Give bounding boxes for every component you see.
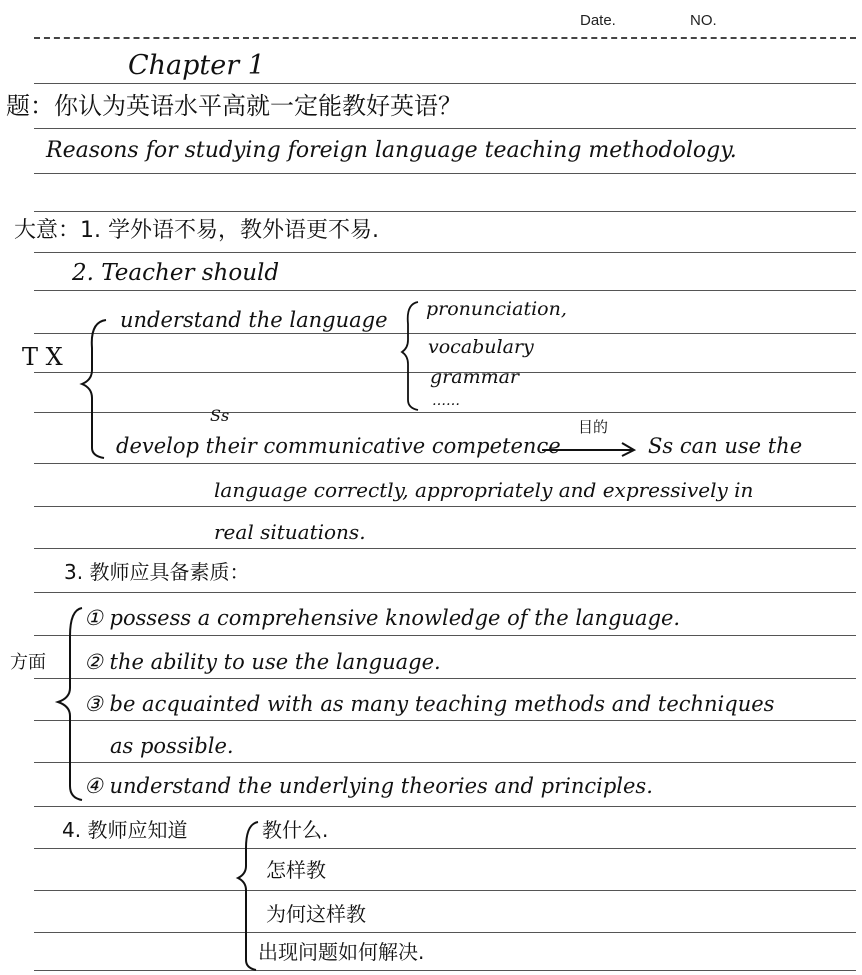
quality-3-continued: as possible. (110, 734, 234, 758)
left-brace-icon (400, 300, 422, 412)
ellipsis-item: …… (432, 393, 460, 409)
ruled-line (34, 333, 856, 334)
language-correctly-line: language correctly, appropriately and expressively in (214, 478, 754, 502)
main-idea-1: 大意：1. 学外语不易，教外语更不易. (14, 218, 379, 243)
date-label: Date. (580, 12, 616, 29)
ruled-line (34, 932, 856, 933)
ruled-line (34, 848, 856, 849)
number-label: NO. (690, 12, 717, 29)
qualities-heading: 3. 教师应具备素质： (64, 560, 250, 584)
ruled-line (34, 37, 856, 39)
quality-1: ① possess a comprehensive knowledge of the language. (84, 606, 681, 630)
left-brace-icon (80, 318, 110, 458)
arrow-icon (540, 440, 640, 456)
vocabulary-item: vocabulary (428, 336, 534, 358)
know-item-1: 教什么. (262, 818, 329, 842)
quality-4: ④ understand the underlying theories and principles. (84, 774, 653, 798)
ruled-line (34, 290, 856, 291)
should-know-heading: 4. 教师应知道 (62, 818, 188, 842)
ruled-line (34, 83, 856, 84)
ruled-line (34, 412, 856, 413)
pronunciation-item: pronunciation, (426, 298, 567, 320)
main-idea-2: 2. Teacher should (72, 260, 280, 286)
ruled-line (34, 463, 856, 464)
ss-can-line: Ss can use the (648, 434, 803, 458)
reasons-line: Reasons for studying foreign language teaching methodology. (46, 138, 737, 163)
ruled-line (34, 635, 856, 636)
ruled-line (34, 678, 856, 679)
ruled-line (34, 548, 856, 549)
know-item-3: 为何这样教 (266, 902, 366, 926)
ss-insert: Ss (210, 406, 230, 425)
left-brace-icon (56, 606, 86, 802)
tx-label: T X (22, 343, 63, 371)
purpose-label: 目的 (578, 418, 609, 436)
chapter-heading: Chapter 1 (128, 50, 265, 81)
ruled-line (34, 890, 856, 891)
real-situations-line: real situations. (214, 520, 366, 544)
ruled-line (34, 970, 856, 971)
ruled-line (34, 506, 856, 507)
know-item-4: 出现问题如何解决. (258, 940, 425, 964)
understand-line: understand the language (120, 308, 388, 332)
ruled-line (34, 806, 856, 807)
ruled-line (34, 592, 856, 593)
quality-3: ③ be acquainted with as many teaching methods and techniques (84, 692, 775, 716)
question-line: 题：你认为英语水平高就一定能教好英语？ (6, 92, 462, 120)
ruled-line (34, 720, 856, 721)
ruled-line (34, 211, 856, 212)
develop-line: develop their communicative competence (116, 434, 561, 458)
quality-2: ② the ability to use the language. (84, 650, 441, 674)
ruled-line (34, 128, 856, 129)
aspect-label: 方面 (10, 652, 46, 673)
ruled-line (34, 252, 856, 253)
ruled-line (34, 762, 856, 763)
know-item-2: 怎样教 (266, 858, 326, 882)
grammar-item: grammar (430, 366, 520, 388)
ruled-line (34, 173, 856, 174)
